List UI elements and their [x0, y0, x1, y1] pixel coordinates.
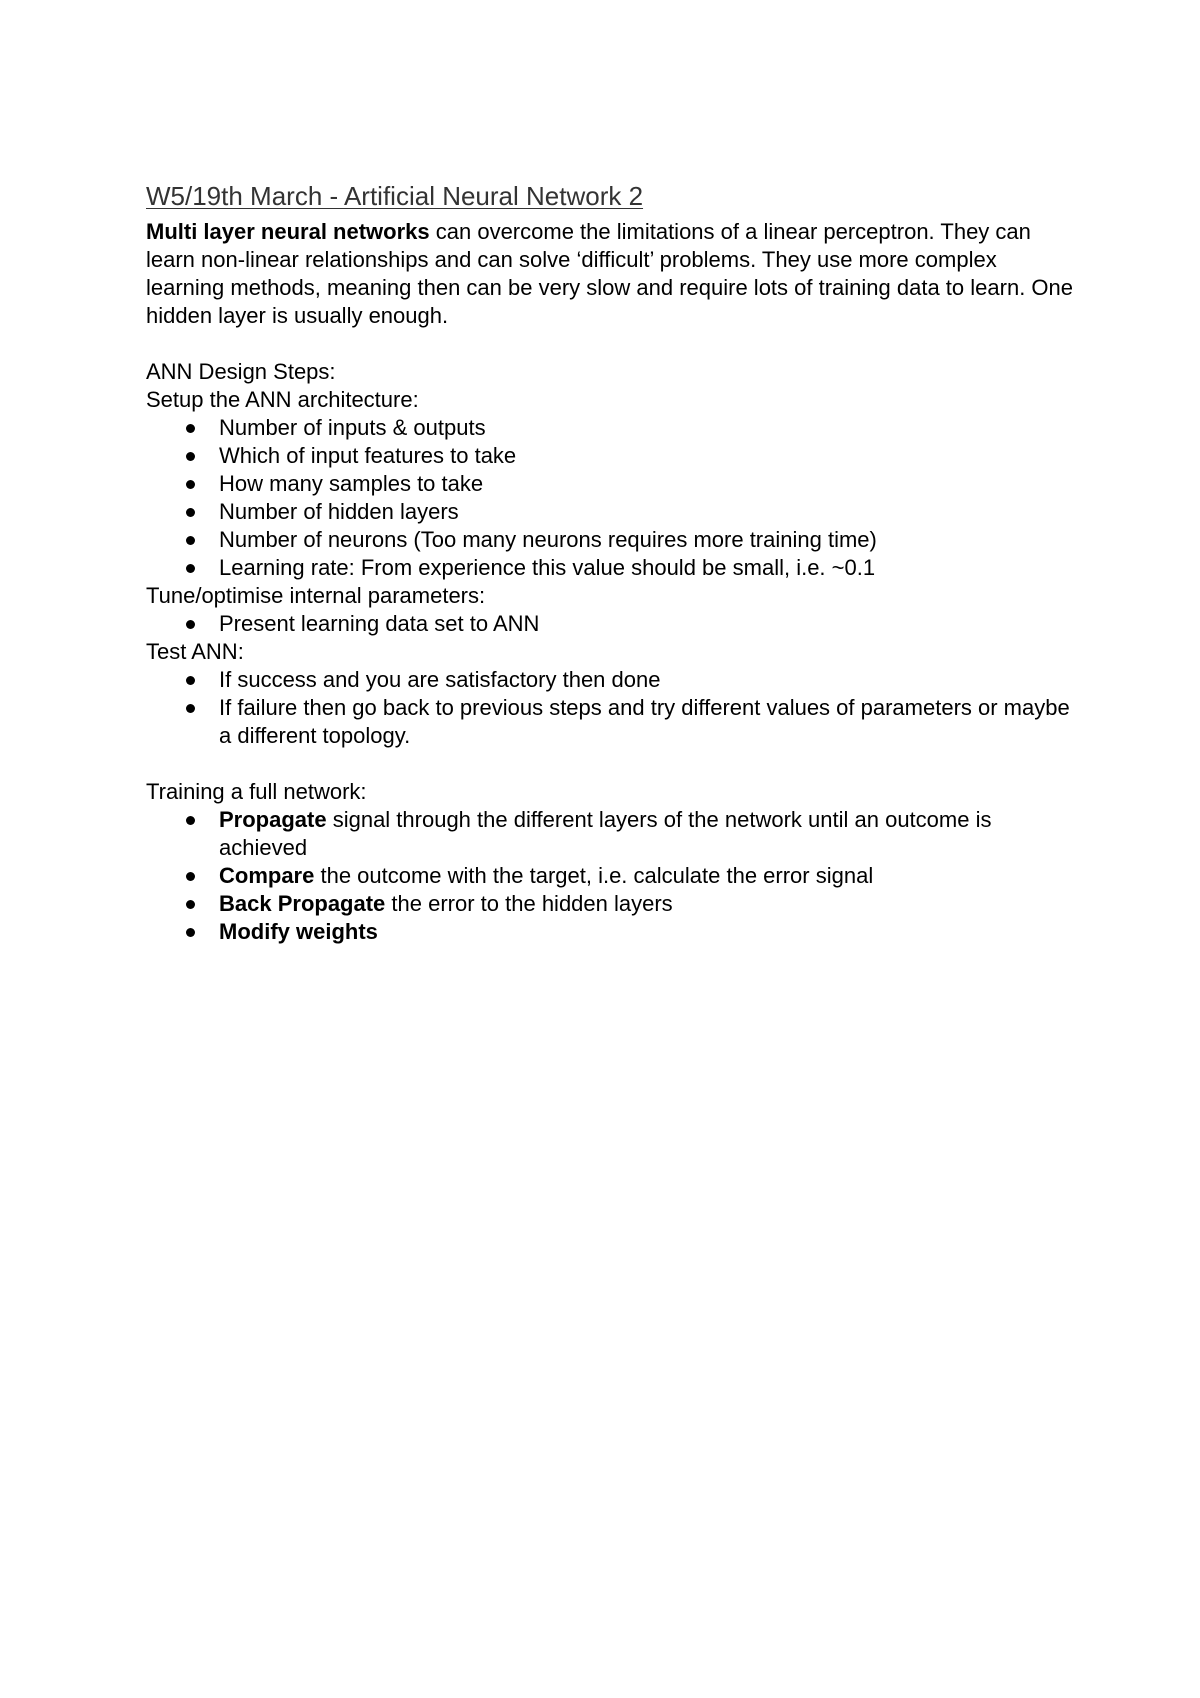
list-item: If failure then go back to previous steps and try different values of parameters or maybe a different topology.: [219, 694, 1076, 750]
tune-heading: Tune/optimise internal parameters:: [146, 583, 486, 608]
list-item: Back Propagate the error to the hidden layers: [219, 890, 1076, 918]
intro-paragraph: [146, 218, 1076, 330]
document-page: [146, 178, 1076, 946]
setup-list: [146, 414, 1076, 582]
list-item: Modify weights: [219, 918, 1076, 946]
bullet-icon: [186, 816, 195, 825]
bullet-icon: [186, 452, 195, 461]
list-item: Number of hidden layers: [219, 498, 1076, 526]
list-item: Compare the outcome with the target, i.e. calculate the error signal: [219, 862, 1076, 890]
list-item: Which of input features to take: [219, 442, 1076, 470]
bullet-icon: [186, 620, 195, 629]
intro-bold-term: Multi layer neural networks: [146, 219, 430, 244]
setup-heading: Setup the ANN architecture:: [146, 387, 419, 412]
bullet-icon: [186, 704, 195, 713]
training-heading: Training a full network:: [146, 779, 367, 804]
bullet-icon: [186, 872, 195, 881]
bullet-icon: [186, 424, 195, 433]
list-item: Present learning data set to ANN: [219, 610, 1076, 638]
list-item: Number of neurons (Too many neurons requires more training time): [219, 526, 1076, 554]
tune-list: [146, 610, 1076, 638]
bullet-icon: [186, 536, 195, 545]
bullet-icon: [186, 480, 195, 489]
list-item: Propagate signal through the different layers of the network until an outcome is achieved: [219, 806, 1076, 862]
test-list: [146, 666, 1076, 750]
spacer: [146, 330, 1076, 358]
bullet-icon: [186, 900, 195, 909]
page-title: W5/19th March - Artificial Neural Network 2: [146, 181, 644, 211]
list-item: How many samples to take: [219, 470, 1076, 498]
list-item: Learning rate: From experience this value should be small, i.e. ~0.1: [219, 554, 1076, 582]
spacer: [146, 750, 1076, 778]
bullet-icon: [186, 564, 195, 573]
bullet-icon: [186, 676, 195, 685]
bullet-icon: [186, 928, 195, 937]
list-item: If success and you are satisfactory then done: [219, 666, 1076, 694]
training-list: [146, 806, 1076, 946]
design-steps-heading: ANN Design Steps:: [146, 359, 336, 384]
list-item: Number of inputs & outputs: [219, 414, 1076, 442]
test-heading: Test ANN:: [146, 639, 244, 664]
bullet-icon: [186, 508, 195, 517]
intro-text: can overcome the limitations of a linear perceptron. They can learn non-linear relationships and can solve ‘difficult’ problems. They use more complex learning methods, meaning then can be very slow and require lots of training data to learn. One hidden layer is usually enough.: [146, 219, 1073, 328]
